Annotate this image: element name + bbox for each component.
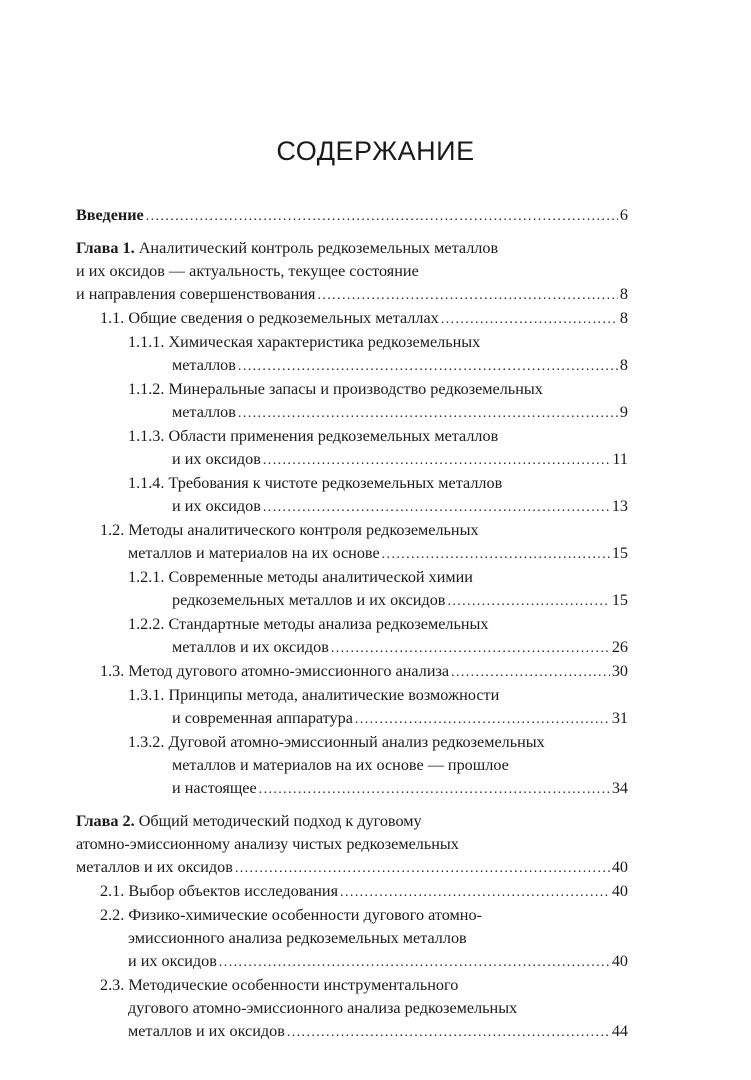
entry-text: Аналитический контроль редкоземельных металлов bbox=[134, 239, 499, 257]
leader-dots bbox=[355, 708, 610, 731]
entry-text: и их оксидов bbox=[128, 952, 217, 970]
leader-dots bbox=[259, 778, 610, 801]
toc-entry-1-1-1[interactable] bbox=[76, 331, 628, 378]
toc-entry-1-1[interactable] bbox=[76, 307, 628, 331]
leader-dots bbox=[238, 402, 618, 425]
page-number: 44 bbox=[611, 1022, 628, 1040]
toc-entry-1-1-2[interactable] bbox=[76, 378, 628, 425]
entry-text: 1.1.4. Требования к чистоте редкоземельных металлов bbox=[128, 474, 503, 492]
entry-text: и их оксидов bbox=[172, 450, 261, 468]
toc-entry-1-2[interactable] bbox=[76, 519, 628, 566]
page-number: 40 bbox=[611, 858, 628, 876]
leader-dots bbox=[382, 543, 610, 566]
entry-text: 1.3.1. Принципы метода, аналитические возможности bbox=[128, 686, 500, 704]
entry-text: 1.3. Метод дугового атомно-эмиссионного анализа bbox=[100, 662, 450, 680]
leader-dots bbox=[235, 857, 610, 880]
leader-dots bbox=[317, 284, 617, 307]
entry-text: 2.1. Выбор объектов исследования bbox=[100, 882, 339, 900]
toc-entry-1-3-2[interactable] bbox=[76, 731, 628, 801]
page-number: 30 bbox=[611, 662, 628, 680]
page-number: 15 bbox=[611, 591, 628, 609]
leader-dots bbox=[447, 590, 609, 613]
entry-text: редкоземельных металлов и их оксидов bbox=[172, 591, 446, 609]
toc-entry-2-2[interactable] bbox=[76, 904, 628, 974]
toc-entry-1-3[interactable] bbox=[76, 660, 628, 684]
entry-text: 1.1.2. Минеральные запасы и производство редкоземельных bbox=[128, 380, 543, 398]
page-number: 26 bbox=[611, 638, 628, 656]
toc-entry-chapter-1[interactable] bbox=[76, 237, 628, 307]
toc-entry-chapter-2[interactable] bbox=[76, 810, 628, 880]
entry-text: металлов и их оксидов bbox=[76, 858, 233, 876]
leader-dots bbox=[219, 951, 610, 974]
toc-entry-1-1-4[interactable] bbox=[76, 472, 628, 519]
entry-text: и современная аппаратура bbox=[172, 709, 353, 727]
entry-text: металлов bbox=[172, 403, 236, 421]
entry-text: металлов и их оксидов bbox=[172, 638, 329, 656]
page-number: 40 bbox=[611, 882, 628, 900]
page-title: СОДЕРЖАНИЕ bbox=[276, 136, 475, 167]
entry-label: Введение bbox=[76, 206, 144, 224]
entry-text: атомно-эмиссионному анализу чистых редкоземельных bbox=[76, 835, 459, 853]
entry-text: 1.2. Методы аналитического контроля редкоземельных bbox=[100, 521, 479, 539]
entry-text: Общий методический подход к дуговому bbox=[134, 812, 422, 830]
entry-text: металлов bbox=[172, 356, 236, 374]
chapter-label: Глава 1. bbox=[76, 239, 135, 257]
table-of-contents bbox=[76, 204, 628, 1044]
leader-dots bbox=[263, 449, 611, 472]
entry-text: металлов и их оксидов bbox=[128, 1022, 285, 1040]
page-number: 11 bbox=[612, 450, 628, 468]
leader-dots bbox=[263, 496, 610, 519]
toc-entry-1-2-2[interactable] bbox=[76, 613, 628, 660]
page-number: 13 bbox=[611, 497, 628, 515]
entry-text: 2.2. Физико-химические особенности дугового атомно- bbox=[100, 906, 482, 924]
entry-text: 1.3.2. Дуговой атомно-эмиссионный анализ редкоземельных bbox=[128, 733, 545, 751]
entry-text: металлов и материалов на их основе — прошлое bbox=[172, 756, 509, 774]
entry-text: и направления совершенствования bbox=[76, 285, 316, 303]
leader-dots bbox=[146, 205, 618, 228]
toc-entry-1-2-1[interactable] bbox=[76, 566, 628, 613]
page-number: 40 bbox=[611, 952, 628, 970]
entry-text: 1.1.1. Химическая характеристика редкоземельных bbox=[128, 333, 481, 351]
entry-text: и их оксидов — актуальность, текущее состояние bbox=[76, 262, 419, 280]
leader-dots bbox=[451, 661, 610, 684]
entry-text: эмиссионного анализа редкоземельных металлов bbox=[128, 929, 467, 947]
toc-entry-1-3-1[interactable] bbox=[76, 684, 628, 731]
page-number: 6 bbox=[619, 206, 628, 224]
entry-text: 2.3. Методические особенности инструментального bbox=[100, 976, 459, 994]
toc-entry-intro[interactable] bbox=[76, 204, 628, 228]
toc-entry-2-1[interactable] bbox=[76, 880, 628, 904]
entry-text: металлов и материалов на их основе bbox=[128, 544, 380, 562]
page-number: 34 bbox=[611, 779, 628, 797]
leader-dots bbox=[238, 355, 618, 378]
entry-text: и их оксидов bbox=[172, 497, 261, 515]
page-number: 8 bbox=[619, 285, 628, 303]
page-number: 15 bbox=[611, 544, 628, 562]
page-number: 9 bbox=[619, 403, 628, 421]
entry-text: 1.2.1. Современные методы аналитической химии bbox=[128, 568, 473, 586]
entry-text: 1.1. Общие сведения о редкоземельных металлах bbox=[100, 309, 439, 327]
entry-text: 1.1.3. Области применения редкоземельных металлов bbox=[128, 427, 499, 445]
page-number: 8 bbox=[619, 309, 628, 327]
entry-text: 1.2.2. Стандартные методы анализа редкоземельных bbox=[128, 615, 489, 633]
leader-dots bbox=[287, 1021, 610, 1044]
entry-text: и настоящее bbox=[172, 779, 257, 797]
page-number: 8 bbox=[619, 356, 628, 374]
page-number: 31 bbox=[611, 709, 628, 727]
leader-dots bbox=[340, 881, 610, 904]
toc-entry-2-3[interactable] bbox=[76, 974, 628, 1044]
leader-dots bbox=[441, 308, 618, 331]
toc-entry-1-1-3[interactable] bbox=[76, 425, 628, 472]
leader-dots bbox=[331, 637, 610, 660]
chapter-label: Глава 2. bbox=[76, 812, 135, 830]
entry-text: дугового атомно-эмиссионного анализа редкоземельных bbox=[128, 999, 518, 1017]
